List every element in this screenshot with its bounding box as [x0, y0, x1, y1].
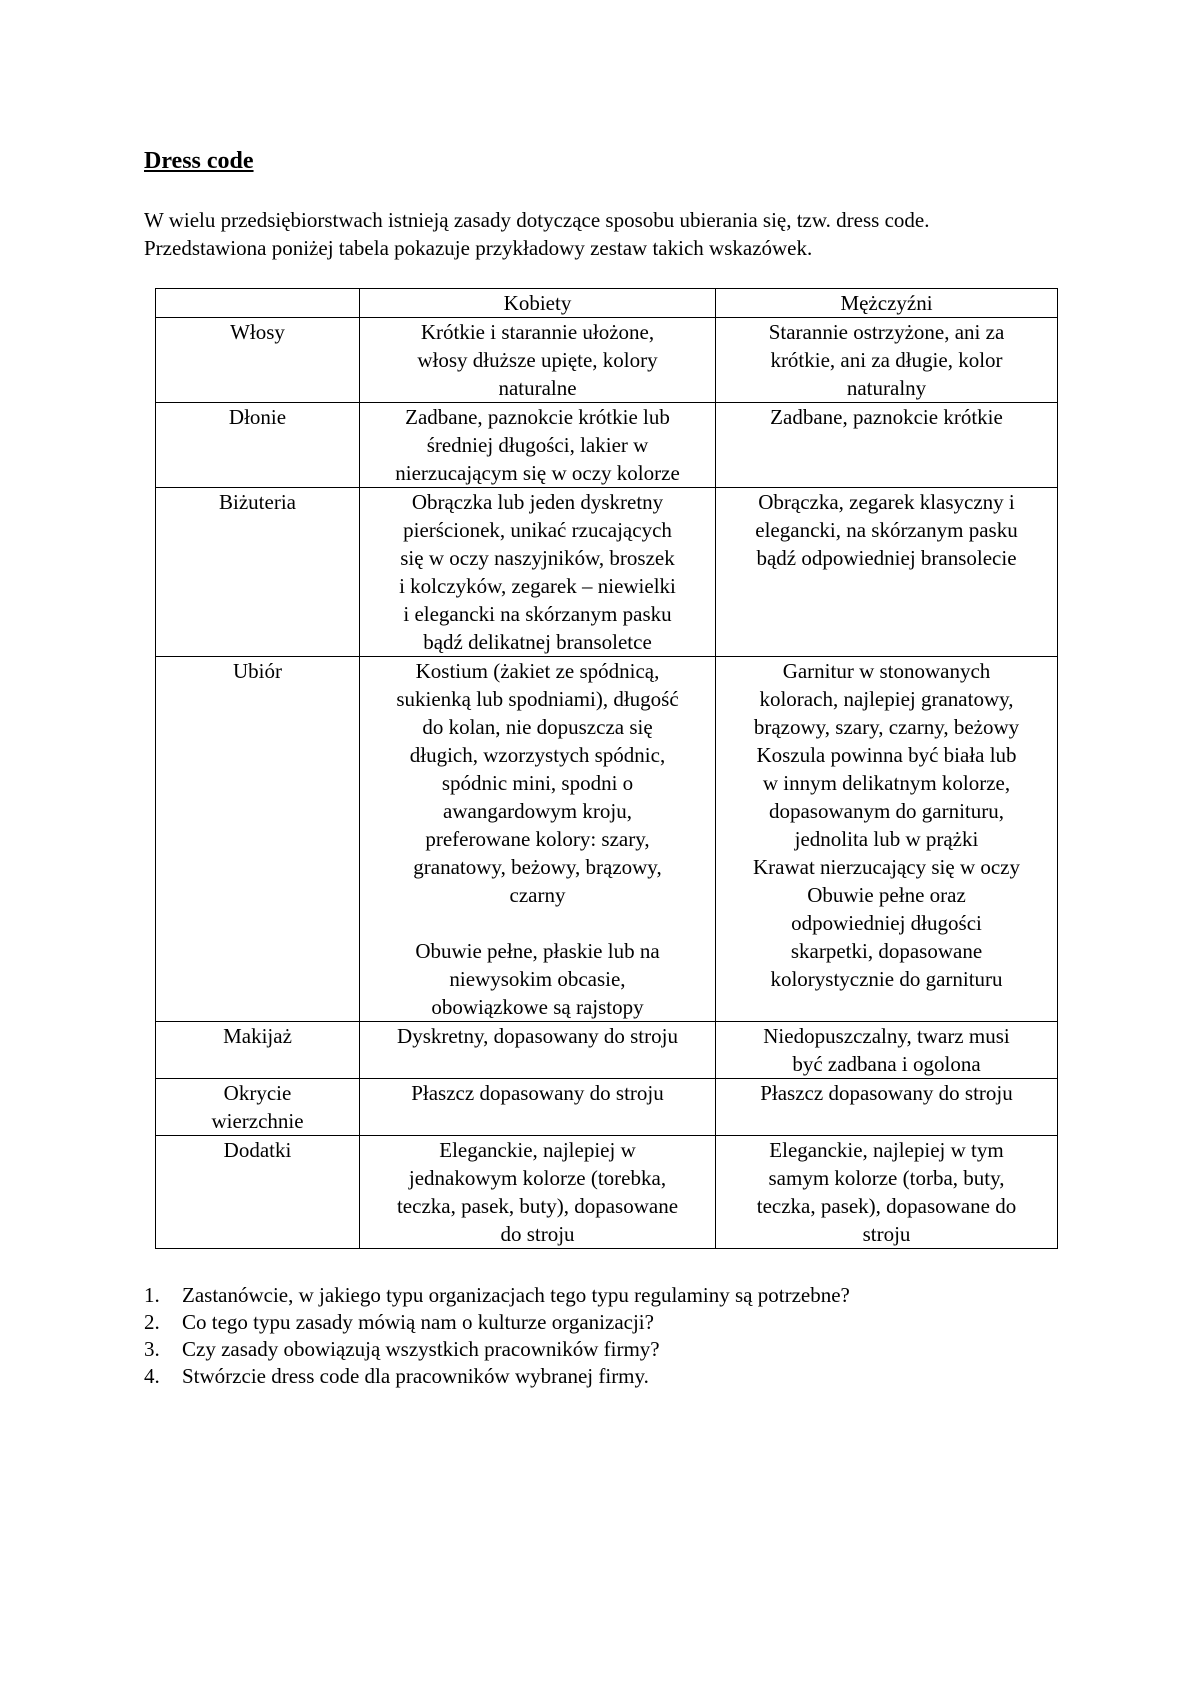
category-cell [156, 1022, 360, 1079]
cell-line: Ubiór [233, 659, 282, 683]
category-cell [156, 657, 360, 1022]
cell-line: samym kolorze (torba, buty, [768, 1166, 1005, 1190]
category-cell [156, 403, 360, 488]
cell-line: Makijaż [223, 1024, 292, 1048]
cell-line: jednolita lub w prążki [794, 827, 979, 851]
cell-line: Eleganckie, najlepiej w [439, 1138, 636, 1162]
men-cell [716, 488, 1058, 657]
cell-line: bądź delikatnej bransoletce [423, 630, 652, 654]
cell-line: wierzchnie [211, 1109, 304, 1133]
table-row [156, 403, 1058, 488]
cell-line: teczka, pasek), dopasowane do [756, 1194, 1017, 1218]
question-text: Stwórzcie dress code dla pracowników wybranej firmy. [182, 1364, 649, 1388]
question-text: Zastanówcie, w jakiego typu organizacjach tego typu regulaminy są potrzebne? [182, 1283, 850, 1307]
women-cell [360, 657, 716, 1022]
questions-list [144, 1282, 850, 1390]
cell-line: w innym delikatnym kolorze, [762, 771, 1011, 795]
cell-line: kolorystycznie do garnituru [770, 967, 1003, 991]
category-cell [156, 1079, 360, 1136]
cell-line: spódnic mini, spodni o [441, 771, 634, 795]
cell-line: Niedopuszczalny, twarz musi [763, 1024, 1010, 1048]
intro-line-1: W wielu przedsiębiorstwach istnieją zasady dotyczące sposobu ubierania się, tzw. dress code. [144, 208, 930, 232]
cell-line: naturalny [846, 376, 927, 400]
cell-line: do stroju [500, 1222, 575, 1246]
women-cell [360, 318, 716, 403]
cell-line: Obuwie pełne, płaskie lub na [415, 939, 660, 963]
table-header-row [156, 289, 1058, 318]
cell-line: naturalne [498, 376, 577, 400]
intro-line-2: Przedstawiona poniżej tabela pokazuje przykładowy zestaw takich wskazówek. [144, 236, 813, 260]
cell-line: Obrączka, zegarek klasyczny i [758, 490, 1015, 514]
men-cell [716, 1022, 1058, 1079]
cell-line: dopasowanym do garnituru, [768, 799, 1005, 823]
cell-line: i kolczyków, zegarek – niewielki [399, 574, 676, 598]
cell-line: Zadbane, paznokcie krótkie lub [405, 405, 670, 429]
cell-line: Koszula powinna być biała lub [756, 743, 1017, 767]
cell-line: Biżuteria [219, 490, 296, 514]
cell-line: sukienką lub spodniami), długość [396, 687, 679, 711]
cell-line: brązowy, szary, czarny, beżowy [753, 715, 1020, 739]
table-row [156, 318, 1058, 403]
cell-line: się w oczy naszyjników, broszek [400, 546, 675, 570]
women-cell [360, 1136, 716, 1249]
question-item [144, 1363, 850, 1390]
question-item [144, 1336, 850, 1363]
table-body [156, 318, 1058, 1249]
cell-line: obowiązkowe są rajstopy [431, 995, 644, 1019]
cell-line: do kolan, nie dopuszcza się [422, 715, 653, 739]
table-row [156, 657, 1058, 1022]
cell-line: pierścionek, unikać rzucających [403, 518, 672, 542]
cell-line: jednakowym kolorze (torebka, [408, 1166, 667, 1190]
question-item [144, 1282, 850, 1309]
women-cell [360, 488, 716, 657]
cell-line: Dodatki [223, 1138, 292, 1162]
cell-line: Starannie ostrzyżone, ani za [768, 320, 1005, 344]
cell-line: Eleganckie, najlepiej w tym [769, 1138, 1004, 1162]
table-row [156, 1079, 1058, 1136]
women-cell [360, 1079, 716, 1136]
cell-line: niewysokim obcasie, [449, 967, 626, 991]
cell-line: granatowy, beżowy, brązowy, [413, 855, 662, 879]
cell-line: Krawat nierzucający się w oczy [752, 855, 1021, 879]
cell-line: Dłonie [228, 405, 287, 429]
table-row [156, 1022, 1058, 1079]
cell-line: elegancki, na skórzanym pasku [755, 518, 1018, 542]
cell-line [366, 909, 709, 937]
cell-line: teczka, pasek, buty), dopasowane [396, 1194, 679, 1218]
question-text: Czy zasady obowiązują wszystkich pracowników firmy? [182, 1337, 660, 1361]
men-cell [716, 318, 1058, 403]
category-cell [156, 318, 360, 403]
cell-line: Kostium (żakiet ze spódnicą, [415, 659, 660, 683]
intro-paragraph [144, 206, 1084, 262]
cell-line: i elegancki na skórzanym pasku [403, 602, 672, 626]
cell-line: Dyskretny, dopasowany do stroju [397, 1024, 678, 1048]
cell-line: odpowiedniej długości [791, 911, 982, 935]
page-title: Dress code [144, 148, 254, 174]
cell-line: stroju [862, 1222, 911, 1246]
table-row [156, 1136, 1058, 1249]
question-number: 4. [144, 1364, 160, 1388]
cell-line: krótkie, ani za długie, kolor [770, 348, 1003, 372]
cell-line: bądź odpowiedniej bransolecie [756, 546, 1017, 570]
cell-line: Krótkie i starannie ułożone, [420, 320, 655, 344]
header-women: Kobiety [360, 289, 716, 318]
category-cell [156, 1136, 360, 1249]
category-cell [156, 488, 360, 657]
cell-line: włosy dłuższe upięte, kolory [417, 348, 658, 372]
question-number: 1. [144, 1283, 160, 1307]
cell-line: Zadbane, paznokcie krótkie [770, 405, 1003, 429]
cell-line: skarpetki, dopasowane [790, 939, 983, 963]
women-cell [360, 403, 716, 488]
cell-line: Płaszcz dopasowany do stroju [411, 1081, 664, 1105]
cell-line: Włosy [230, 320, 285, 344]
cell-line: nierzucającym się w oczy kolorze [395, 461, 680, 485]
question-number: 2. [144, 1310, 160, 1334]
women-cell [360, 1022, 716, 1079]
cell-line: średniej długości, lakier w [426, 433, 649, 457]
cell-line: być zadbana i ogolona [792, 1052, 981, 1076]
question-text: Co tego typu zasady mówią nam o kulturze organizacji? [182, 1310, 654, 1334]
question-item [144, 1309, 850, 1336]
cell-line: Obrączka lub jeden dyskretny [411, 490, 664, 514]
header-men: Mężczyźni [716, 289, 1058, 318]
header-empty-cell [156, 289, 360, 318]
cell-line: Obuwie pełne oraz [807, 883, 966, 907]
cell-line: preferowane kolory: szary, [425, 827, 650, 851]
men-cell [716, 657, 1058, 1022]
men-cell [716, 403, 1058, 488]
dress-code-table [155, 288, 1058, 1249]
cell-line: Płaszcz dopasowany do stroju [760, 1081, 1013, 1105]
cell-line: czarny [509, 883, 566, 907]
cell-line: kolorach, najlepiej granatowy, [759, 687, 1014, 711]
cell-line: Okrycie [223, 1081, 292, 1105]
cell-line: długich, wzorzystych spódnic, [409, 743, 666, 767]
cell-line: awangardowym kroju, [443, 799, 632, 823]
table-row [156, 488, 1058, 657]
cell-line: Garnitur w stonowanych [782, 659, 991, 683]
question-number: 3. [144, 1337, 160, 1361]
men-cell [716, 1136, 1058, 1249]
men-cell [716, 1079, 1058, 1136]
